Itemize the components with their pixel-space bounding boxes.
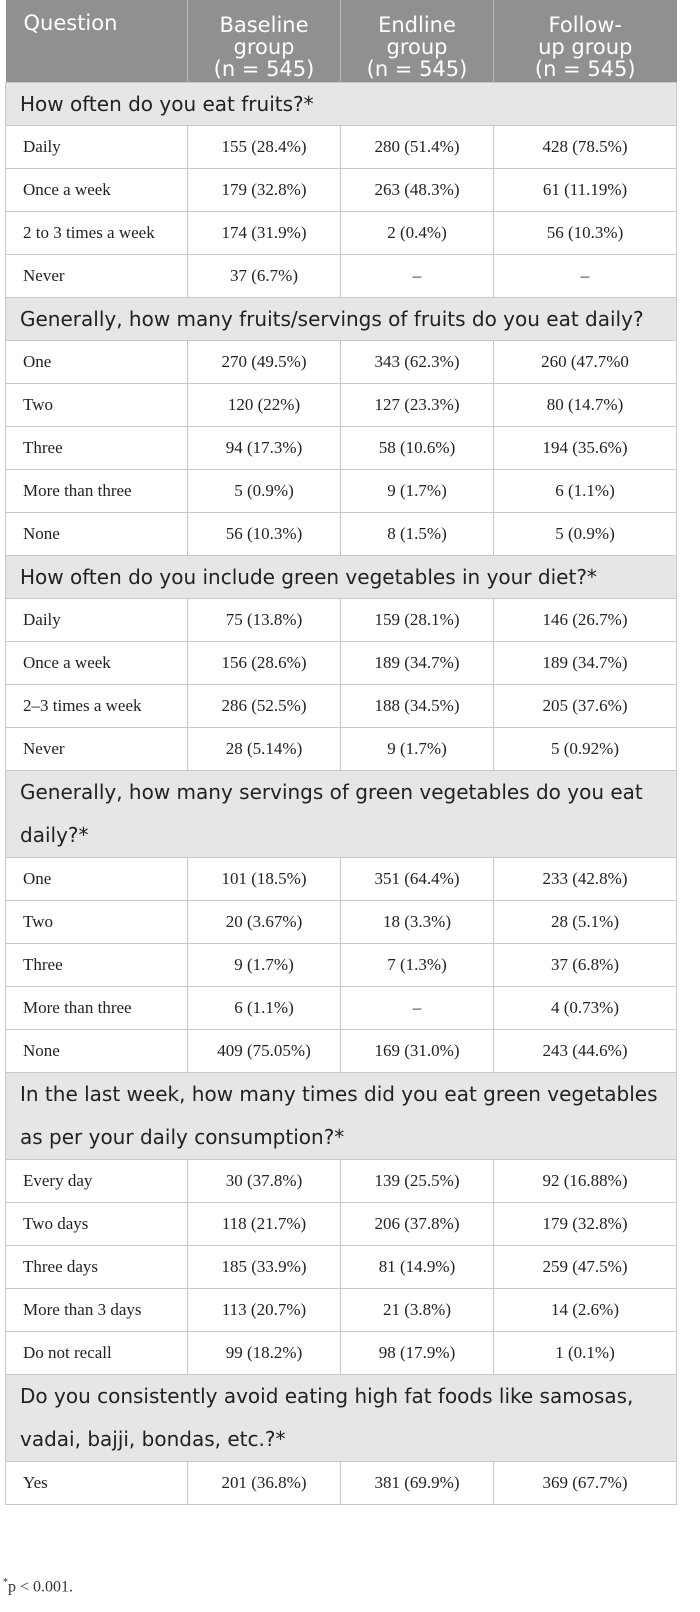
table-row bbox=[6, 1246, 677, 1289]
section-question: How often do you include green vegetables in your diet?* bbox=[6, 556, 677, 599]
section-header-row bbox=[6, 83, 677, 126]
header-followup bbox=[494, 0, 677, 83]
section-question: Do you consistently avoid eating high fat foods like samosas, vadai, bajji, bondas, etc.?* bbox=[6, 1375, 677, 1462]
followup-cell: 61 (11.19%) bbox=[494, 169, 677, 212]
followup-cell: 428 (78.5%) bbox=[494, 126, 677, 169]
header-baseline bbox=[188, 0, 341, 83]
section-question: In the last week, how many times did you eat green vegetables as per your daily consumption?* bbox=[6, 1073, 677, 1160]
endline-cell: 2 (0.4%) bbox=[341, 212, 494, 255]
followup-cell: 233 (42.8%) bbox=[494, 858, 677, 901]
baseline-cell: 94 (17.3%) bbox=[188, 427, 341, 470]
row-label: One bbox=[6, 341, 188, 384]
section-header-row bbox=[6, 556, 677, 599]
endline-cell: – bbox=[341, 987, 494, 1030]
baseline-cell: 37 (6.7%) bbox=[188, 255, 341, 298]
row-label: 2–3 times a week bbox=[6, 685, 188, 728]
followup-cell: 37 (6.8%) bbox=[494, 944, 677, 987]
row-label: One bbox=[6, 858, 188, 901]
followup-cell: 205 (37.6%) bbox=[494, 685, 677, 728]
row-label: Yes bbox=[6, 1462, 188, 1505]
header-endline bbox=[341, 0, 494, 83]
header-endline-line2: group bbox=[386, 35, 448, 59]
baseline-cell: 174 (31.9%) bbox=[188, 212, 341, 255]
endline-cell: 18 (3.3%) bbox=[341, 901, 494, 944]
row-label: More than three bbox=[6, 470, 188, 513]
table-row bbox=[6, 212, 677, 255]
endline-cell: 98 (17.9%) bbox=[341, 1332, 494, 1375]
endline-cell: 8 (1.5%) bbox=[341, 513, 494, 556]
endline-cell: 188 (34.5%) bbox=[341, 685, 494, 728]
section-question: Generally, how many servings of green vegetables do you eat daily?* bbox=[6, 771, 677, 858]
baseline-cell: 99 (18.2%) bbox=[188, 1332, 341, 1375]
table-row bbox=[6, 169, 677, 212]
baseline-cell: 101 (18.5%) bbox=[188, 858, 341, 901]
endline-cell: 21 (3.8%) bbox=[341, 1289, 494, 1332]
table-row bbox=[6, 384, 677, 427]
row-label: 2 to 3 times a week bbox=[6, 212, 188, 255]
header-baseline-line2: group bbox=[233, 35, 295, 59]
footnote-text: p < 0.001. bbox=[8, 1578, 74, 1596]
baseline-cell: 6 (1.1%) bbox=[188, 987, 341, 1030]
endline-cell: 280 (51.4%) bbox=[341, 126, 494, 169]
baseline-cell: 28 (5.14%) bbox=[188, 728, 341, 771]
followup-cell: 1 (0.1%) bbox=[494, 1332, 677, 1375]
followup-cell: 369 (67.7%) bbox=[494, 1462, 677, 1505]
table-row bbox=[6, 685, 677, 728]
row-label: Two bbox=[6, 384, 188, 427]
baseline-cell: 156 (28.6%) bbox=[188, 642, 341, 685]
footnote-marker: * bbox=[3, 1577, 8, 1588]
table-body bbox=[6, 83, 677, 1505]
row-label: Three bbox=[6, 944, 188, 987]
baseline-cell: 20 (3.67%) bbox=[188, 901, 341, 944]
header-followup-line2: up group bbox=[538, 35, 633, 59]
baseline-cell: 118 (21.7%) bbox=[188, 1203, 341, 1246]
header-baseline-line1: Baseline bbox=[219, 13, 309, 37]
row-label: Three bbox=[6, 427, 188, 470]
endline-cell: 7 (1.3%) bbox=[341, 944, 494, 987]
followup-cell: 4 (0.73%) bbox=[494, 987, 677, 1030]
endline-cell: 206 (37.8%) bbox=[341, 1203, 494, 1246]
followup-cell: 14 (2.6%) bbox=[494, 1289, 677, 1332]
table-row bbox=[6, 1462, 677, 1505]
table-row bbox=[6, 513, 677, 556]
followup-cell: 259 (47.5%) bbox=[494, 1246, 677, 1289]
endline-cell: 169 (31.0%) bbox=[341, 1030, 494, 1073]
table-row bbox=[6, 987, 677, 1030]
followup-cell: 92 (16.88%) bbox=[494, 1160, 677, 1203]
endline-cell: – bbox=[341, 255, 494, 298]
table-row bbox=[6, 901, 677, 944]
baseline-cell: 113 (20.7%) bbox=[188, 1289, 341, 1332]
footnote bbox=[3, 1577, 73, 1596]
section-question: How often do you eat fruits?* bbox=[6, 83, 677, 126]
followup-cell: 6 (1.1%) bbox=[494, 470, 677, 513]
baseline-cell: 270 (49.5%) bbox=[188, 341, 341, 384]
followup-cell: 5 (0.9%) bbox=[494, 513, 677, 556]
row-label: More than three bbox=[6, 987, 188, 1030]
endline-cell: 159 (28.1%) bbox=[341, 599, 494, 642]
followup-cell: 189 (34.7%) bbox=[494, 642, 677, 685]
endline-cell: 189 (34.7%) bbox=[341, 642, 494, 685]
baseline-cell: 155 (28.4%) bbox=[188, 126, 341, 169]
endline-cell: 343 (62.3%) bbox=[341, 341, 494, 384]
baseline-cell: 75 (13.8%) bbox=[188, 599, 341, 642]
row-label: Every day bbox=[6, 1160, 188, 1203]
followup-cell: 243 (44.6%) bbox=[494, 1030, 677, 1073]
header-endline-line1: Endline bbox=[378, 13, 456, 37]
row-label: None bbox=[6, 1030, 188, 1073]
baseline-cell: 185 (33.9%) bbox=[188, 1246, 341, 1289]
baseline-cell: 409 (75.05%) bbox=[188, 1030, 341, 1073]
data-table bbox=[5, 0, 677, 1505]
endline-cell: 351 (64.4%) bbox=[341, 858, 494, 901]
table-row bbox=[6, 470, 677, 513]
row-label: Two days bbox=[6, 1203, 188, 1246]
followup-cell: 28 (5.1%) bbox=[494, 901, 677, 944]
row-label: None bbox=[6, 513, 188, 556]
endline-cell: 381 (69.9%) bbox=[341, 1462, 494, 1505]
table-row bbox=[6, 255, 677, 298]
row-label: Once a week bbox=[6, 642, 188, 685]
baseline-cell: 56 (10.3%) bbox=[188, 513, 341, 556]
endline-cell: 263 (48.3%) bbox=[341, 169, 494, 212]
endline-cell: 81 (14.9%) bbox=[341, 1246, 494, 1289]
table-row bbox=[6, 599, 677, 642]
row-label: Three days bbox=[6, 1246, 188, 1289]
table-row bbox=[6, 858, 677, 901]
baseline-cell: 5 (0.9%) bbox=[188, 470, 341, 513]
endline-cell: 9 (1.7%) bbox=[341, 470, 494, 513]
row-label: Never bbox=[6, 728, 188, 771]
table-row bbox=[6, 1332, 677, 1375]
header-baseline-n: (n = 545) bbox=[213, 57, 315, 81]
baseline-cell: 286 (52.5%) bbox=[188, 685, 341, 728]
row-label: Daily bbox=[6, 126, 188, 169]
table-row bbox=[6, 427, 677, 470]
followup-cell: 5 (0.92%) bbox=[494, 728, 677, 771]
section-question: Generally, how many fruits/servings of fruits do you eat daily? bbox=[6, 298, 677, 341]
section-header-row bbox=[6, 771, 677, 858]
table-row bbox=[6, 642, 677, 685]
row-label: Daily bbox=[6, 599, 188, 642]
header-row bbox=[6, 0, 677, 83]
endline-cell: 58 (10.6%) bbox=[341, 427, 494, 470]
endline-cell: 127 (23.3%) bbox=[341, 384, 494, 427]
followup-cell: 56 (10.3%) bbox=[494, 212, 677, 255]
followup-cell: 80 (14.7%) bbox=[494, 384, 677, 427]
endline-cell: 9 (1.7%) bbox=[341, 728, 494, 771]
table-row bbox=[6, 341, 677, 384]
table-row bbox=[6, 728, 677, 771]
table-row bbox=[6, 1160, 677, 1203]
endline-cell: 139 (25.5%) bbox=[341, 1160, 494, 1203]
row-label: Never bbox=[6, 255, 188, 298]
section-header-row bbox=[6, 1375, 677, 1462]
followup-cell: 260 (47.7%0 bbox=[494, 341, 677, 384]
section-header-row bbox=[6, 298, 677, 341]
row-label: Two bbox=[6, 901, 188, 944]
header-question-label: Question bbox=[23, 11, 118, 35]
baseline-cell: 9 (1.7%) bbox=[188, 944, 341, 987]
header-question bbox=[6, 0, 188, 83]
table-row bbox=[6, 126, 677, 169]
header-endline-n: (n = 545) bbox=[366, 57, 468, 81]
followup-cell: 194 (35.6%) bbox=[494, 427, 677, 470]
baseline-cell: 179 (32.8%) bbox=[188, 169, 341, 212]
baseline-cell: 120 (22%) bbox=[188, 384, 341, 427]
followup-cell: 146 (26.7%) bbox=[494, 599, 677, 642]
table-row bbox=[6, 1289, 677, 1332]
header-followup-n: (n = 545) bbox=[534, 57, 636, 81]
section-header-row bbox=[6, 1073, 677, 1160]
followup-cell: 179 (32.8%) bbox=[494, 1203, 677, 1246]
baseline-cell: 201 (36.8%) bbox=[188, 1462, 341, 1505]
header-followup-line1: Follow- bbox=[548, 13, 622, 37]
row-label: Do not recall bbox=[6, 1332, 188, 1375]
table-row bbox=[6, 1030, 677, 1073]
row-label: Once a week bbox=[6, 169, 188, 212]
followup-cell: – bbox=[494, 255, 677, 298]
row-label: More than 3 days bbox=[6, 1289, 188, 1332]
table-row bbox=[6, 944, 677, 987]
table-row bbox=[6, 1203, 677, 1246]
baseline-cell: 30 (37.8%) bbox=[188, 1160, 341, 1203]
